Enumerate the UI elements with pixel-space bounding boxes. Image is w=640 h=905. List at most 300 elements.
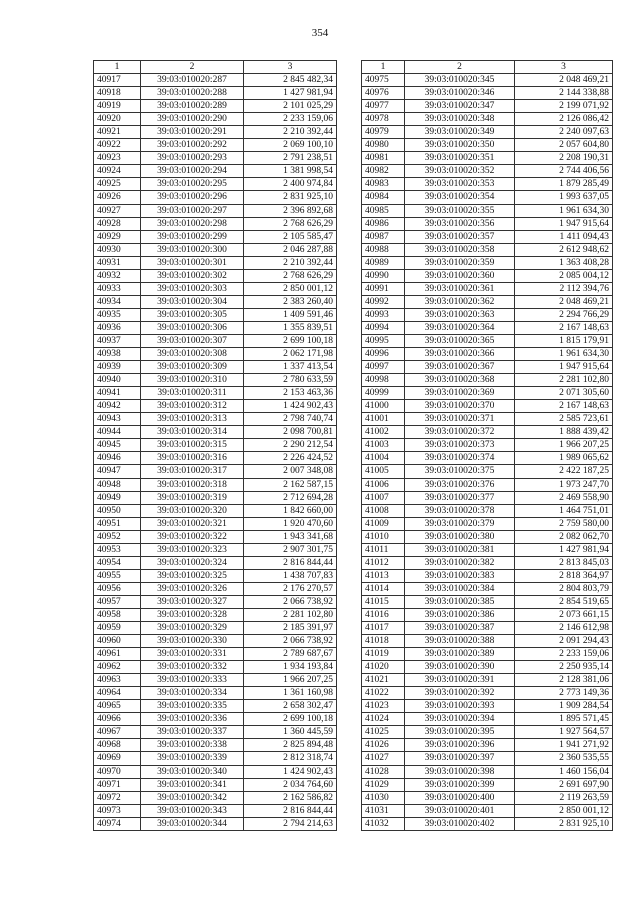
value-cell: 2 773 149,36 (515, 687, 613, 700)
cadastral-number-cell: 39:03:010020:314 (141, 426, 244, 439)
table-row (362, 517, 613, 530)
value-cell: 2 812 318,74 (244, 752, 337, 765)
value-cell: 1 947 915,64 (515, 217, 613, 230)
value-cell: 2 091 294,43 (515, 635, 613, 648)
cadastral-number-cell: 39:03:010020:331 (141, 648, 244, 661)
value-cell: 1 464 751,01 (515, 504, 613, 517)
cadastral-number-cell: 39:03:010020:303 (141, 282, 244, 295)
cadastral-number-cell: 39:03:010020:333 (141, 674, 244, 687)
value-cell: 2 831 925,10 (244, 191, 337, 204)
table-row (362, 113, 613, 126)
row-number-cell: 40961 (94, 648, 141, 661)
row-number-cell: 41004 (362, 452, 405, 465)
value-cell: 2 167 148,63 (515, 400, 613, 413)
value-cell: 2 167 148,63 (515, 321, 613, 334)
table-row (362, 778, 613, 791)
cadastral-number-cell: 39:03:010020:341 (141, 778, 244, 791)
value-cell: 2 699 100,18 (244, 334, 337, 347)
table-row (94, 622, 337, 635)
cadastral-number-cell: 39:03:010020:318 (141, 478, 244, 491)
cadastral-number-cell: 39:03:010020:402 (405, 817, 515, 830)
cadastral-number-cell: 39:03:010020:357 (405, 230, 515, 243)
cadastral-number-cell: 39:03:010020:334 (141, 687, 244, 700)
value-cell: 2 085 004,12 (515, 269, 613, 282)
table-row (94, 321, 337, 334)
row-number-cell: 40951 (94, 517, 141, 530)
value-cell: 1 842 660,00 (244, 504, 337, 517)
cadastral-number-cell: 39:03:010020:308 (141, 348, 244, 361)
cadastral-number-cell: 39:03:010020:373 (405, 439, 515, 452)
table-row (94, 635, 337, 648)
row-number-cell: 41002 (362, 426, 405, 439)
value-cell: 2 208 190,31 (515, 152, 613, 165)
value-cell: 2 469 558,90 (515, 491, 613, 504)
row-number-cell: 40958 (94, 608, 141, 621)
value-cell: 2 818 364,97 (515, 569, 613, 582)
cadastral-number-cell: 39:03:010020:294 (141, 165, 244, 178)
row-number-cell: 41017 (362, 622, 405, 635)
cadastral-number-cell: 39:03:010020:358 (405, 243, 515, 256)
value-cell: 2 098 700,81 (244, 426, 337, 439)
table-row (362, 543, 613, 556)
cadastral-number-cell: 39:03:010020:350 (405, 139, 515, 152)
page-number: 354 (311, 27, 329, 39)
row-number-cell: 41003 (362, 439, 405, 452)
value-cell: 2 813 845,03 (515, 556, 613, 569)
table-row (362, 752, 613, 765)
table-row (94, 556, 337, 569)
cadastral-number-cell: 39:03:010020:325 (141, 569, 244, 582)
value-cell: 1 961 634,30 (515, 348, 613, 361)
table-row (362, 556, 613, 569)
table-row (94, 74, 337, 87)
cadastral-number-cell: 39:03:010020:381 (405, 543, 515, 556)
value-cell: 2 850 001,12 (515, 804, 613, 817)
row-number-cell: 41019 (362, 648, 405, 661)
cadastral-number-cell: 39:03:010020:346 (405, 87, 515, 100)
table-row (362, 139, 613, 152)
cadastral-number-cell: 39:03:010020:368 (405, 374, 515, 387)
value-cell: 1 879 285,49 (515, 178, 613, 191)
row-number-cell: 41022 (362, 687, 405, 700)
row-number-cell: 40957 (94, 595, 141, 608)
column-header: 2 (405, 61, 515, 74)
cadastral-number-cell: 39:03:010020:319 (141, 491, 244, 504)
row-number-cell: 40980 (362, 139, 405, 152)
table-row (362, 739, 613, 752)
value-cell: 1 895 571,45 (515, 713, 613, 726)
table-row (94, 243, 337, 256)
row-number-cell: 41023 (362, 700, 405, 713)
table-row (362, 804, 613, 817)
table-row (362, 478, 613, 491)
value-cell: 1 941 271,92 (515, 739, 613, 752)
table-row (362, 374, 613, 387)
cadastral-number-cell: 39:03:010020:324 (141, 556, 244, 569)
cadastral-number-cell: 39:03:010020:377 (405, 491, 515, 504)
value-cell: 2 281 102,80 (515, 374, 613, 387)
cadastral-number-cell: 39:03:010020:363 (405, 308, 515, 321)
cadastral-number-cell: 39:03:010020:287 (141, 74, 244, 87)
row-number-cell: 40986 (362, 217, 405, 230)
row-number-cell: 40983 (362, 178, 405, 191)
value-cell: 1 920 470,60 (244, 517, 337, 530)
cadastral-number-cell: 39:03:010020:382 (405, 556, 515, 569)
value-cell: 1 973 247,70 (515, 478, 613, 491)
table-row (94, 452, 337, 465)
row-number-cell: 41030 (362, 791, 405, 804)
row-number-cell: 40984 (362, 191, 405, 204)
table-row (362, 569, 613, 582)
row-number-cell: 40982 (362, 165, 405, 178)
table-row (94, 100, 337, 113)
value-cell: 1 427 981,94 (515, 543, 613, 556)
row-number-cell: 40926 (94, 191, 141, 204)
table-row (94, 413, 337, 426)
value-cell: 2 126 086,42 (515, 113, 613, 126)
value-cell: 2 699 100,18 (244, 713, 337, 726)
table-row (362, 635, 613, 648)
table-row (94, 204, 337, 217)
value-cell: 1 815 179,91 (515, 334, 613, 347)
row-number-cell: 40972 (94, 791, 141, 804)
row-number-cell: 40933 (94, 282, 141, 295)
value-cell: 2 658 302,47 (244, 700, 337, 713)
table-row (362, 165, 613, 178)
table-row (94, 595, 337, 608)
table-row (362, 295, 613, 308)
table-row (94, 648, 337, 661)
cadastral-number-cell: 39:03:010020:338 (141, 739, 244, 752)
row-number-cell: 40950 (94, 504, 141, 517)
table-row (362, 87, 613, 100)
cadastral-number-cell: 39:03:010020:340 (141, 765, 244, 778)
table-row (94, 726, 337, 739)
value-cell: 1 460 156,04 (515, 765, 613, 778)
table-row (94, 217, 337, 230)
value-cell: 2 162 586,82 (244, 791, 337, 804)
cadastral-number-cell: 39:03:010020:327 (141, 595, 244, 608)
row-number-cell: 41018 (362, 635, 405, 648)
cadastral-number-cell: 39:03:010020:310 (141, 374, 244, 387)
table-row (362, 152, 613, 165)
value-cell: 2 854 519,65 (515, 595, 613, 608)
cadastral-number-cell: 39:03:010020:328 (141, 608, 244, 621)
value-cell: 1 355 839,51 (244, 321, 337, 334)
cadastral-number-cell: 39:03:010020:400 (405, 791, 515, 804)
value-cell: 2 845 482,34 (244, 74, 337, 87)
row-number-cell: 41016 (362, 608, 405, 621)
cadastral-number-cell: 39:03:010020:353 (405, 178, 515, 191)
table-row (94, 687, 337, 700)
table-row (94, 126, 337, 139)
row-number-cell: 40925 (94, 178, 141, 191)
row-number-cell: 41026 (362, 739, 405, 752)
table-row (94, 334, 337, 347)
value-cell: 2 290 212,54 (244, 439, 337, 452)
cadastral-number-cell: 39:03:010020:388 (405, 635, 515, 648)
table-row (362, 582, 613, 595)
value-cell: 1 363 408,28 (515, 256, 613, 269)
row-number-cell: 40945 (94, 439, 141, 452)
cadastral-number-cell: 39:03:010020:352 (405, 165, 515, 178)
table-row (94, 778, 337, 791)
cadastral-number-cell: 39:03:010020:355 (405, 204, 515, 217)
row-number-cell: 41020 (362, 661, 405, 674)
cadastral-number-cell: 39:03:010020:312 (141, 400, 244, 413)
cadastral-number-cell: 39:03:010020:389 (405, 648, 515, 661)
table-row (362, 256, 613, 269)
cadastral-number-cell: 39:03:010020:361 (405, 282, 515, 295)
table-row (362, 530, 613, 543)
cadastral-number-cell: 39:03:010020:323 (141, 543, 244, 556)
value-cell: 2 233 159,06 (244, 113, 337, 126)
value-cell: 1 966 207,25 (515, 439, 613, 452)
cadastral-number-cell: 39:03:010020:375 (405, 465, 515, 478)
table-row (362, 491, 613, 504)
table-header-row (362, 61, 613, 74)
row-number-cell: 40994 (362, 321, 405, 334)
table-row (94, 361, 337, 374)
table-row (362, 308, 613, 321)
row-number-cell: 40948 (94, 478, 141, 491)
row-number-cell: 40964 (94, 687, 141, 700)
cadastral-number-cell: 39:03:010020:298 (141, 217, 244, 230)
table-row (94, 465, 337, 478)
value-cell: 2 816 844,44 (244, 556, 337, 569)
value-cell: 1 934 193,84 (244, 661, 337, 674)
column-header: 1 (94, 61, 141, 74)
value-cell: 2 233 159,06 (515, 648, 613, 661)
value-cell: 2 073 661,15 (515, 608, 613, 621)
cadastral-number-cell: 39:03:010020:306 (141, 321, 244, 334)
value-cell: 2 850 001,12 (244, 282, 337, 295)
cadastral-number-cell: 39:03:010020:392 (405, 687, 515, 700)
row-number-cell: 41000 (362, 400, 405, 413)
cadastral-number-cell: 39:03:010020:307 (141, 334, 244, 347)
value-cell: 2 082 062,70 (515, 530, 613, 543)
table-header-row (94, 61, 337, 74)
row-number-cell: 40921 (94, 126, 141, 139)
cadastral-number-cell: 39:03:010020:332 (141, 661, 244, 674)
table-row (94, 817, 337, 830)
cadastral-number-cell: 39:03:010020:379 (405, 517, 515, 530)
row-number-cell: 40946 (94, 452, 141, 465)
value-cell: 2 585 723,61 (515, 413, 613, 426)
column-header: 2 (141, 61, 244, 74)
cadastral-number-cell: 39:03:010020:322 (141, 530, 244, 543)
row-number-cell: 41028 (362, 765, 405, 778)
row-number-cell: 40917 (94, 74, 141, 87)
value-cell: 2 119 263,59 (515, 791, 613, 804)
row-number-cell: 40989 (362, 256, 405, 269)
registry-table-left (93, 60, 337, 831)
cadastral-number-cell: 39:03:010020:394 (405, 713, 515, 726)
table-row (94, 713, 337, 726)
table-row (362, 217, 613, 230)
row-number-cell: 41010 (362, 530, 405, 543)
row-number-cell: 40949 (94, 491, 141, 504)
cadastral-number-cell: 39:03:010020:372 (405, 426, 515, 439)
cadastral-number-cell: 39:03:010020:311 (141, 387, 244, 400)
row-number-cell: 40918 (94, 87, 141, 100)
cadastral-number-cell: 39:03:010020:336 (141, 713, 244, 726)
table-row (94, 491, 337, 504)
row-number-cell: 40952 (94, 530, 141, 543)
row-number-cell: 40965 (94, 700, 141, 713)
row-number-cell: 40985 (362, 204, 405, 217)
table-row (94, 348, 337, 361)
table-row (362, 400, 613, 413)
value-cell: 2 744 406,56 (515, 165, 613, 178)
cadastral-number-cell: 39:03:010020:326 (141, 582, 244, 595)
table-row (94, 739, 337, 752)
cadastral-number-cell: 39:03:010020:288 (141, 87, 244, 100)
row-number-cell: 40991 (362, 282, 405, 295)
cadastral-number-cell: 39:03:010020:366 (405, 348, 515, 361)
row-number-cell: 40992 (362, 295, 405, 308)
row-number-cell: 41029 (362, 778, 405, 791)
cadastral-number-cell: 39:03:010020:374 (405, 452, 515, 465)
value-cell: 1 424 902,43 (244, 765, 337, 778)
value-cell: 1 943 341,68 (244, 530, 337, 543)
table-row (362, 269, 613, 282)
value-cell: 1 966 207,25 (244, 674, 337, 687)
row-number-cell: 40993 (362, 308, 405, 321)
cadastral-number-cell: 39:03:010020:343 (141, 804, 244, 817)
cadastral-number-cell: 39:03:010020:365 (405, 334, 515, 347)
row-number-cell: 40998 (362, 374, 405, 387)
value-cell: 1 909 284,54 (515, 700, 613, 713)
row-number-cell: 41014 (362, 582, 405, 595)
value-cell: 1 411 094,43 (515, 230, 613, 243)
cadastral-number-cell: 39:03:010020:397 (405, 752, 515, 765)
value-cell: 2 101 025,29 (244, 100, 337, 113)
table-row (362, 595, 613, 608)
table-row (94, 87, 337, 100)
cadastral-number-cell: 39:03:010020:297 (141, 204, 244, 217)
table-row (362, 321, 613, 334)
row-number-cell: 41011 (362, 543, 405, 556)
value-cell: 2 210 392,44 (244, 126, 337, 139)
cadastral-number-cell: 39:03:010020:317 (141, 465, 244, 478)
cadastral-number-cell: 39:03:010020:309 (141, 361, 244, 374)
table-row (94, 569, 337, 582)
table-row (94, 765, 337, 778)
row-number-cell: 40996 (362, 348, 405, 361)
value-cell: 2 250 935,14 (515, 661, 613, 674)
cadastral-number-cell: 39:03:010020:337 (141, 726, 244, 739)
row-number-cell: 40934 (94, 295, 141, 308)
value-cell: 1 427 981,94 (244, 87, 337, 100)
column-header: 3 (244, 61, 337, 74)
row-number-cell: 41024 (362, 713, 405, 726)
cadastral-number-cell: 39:03:010020:329 (141, 622, 244, 635)
row-number-cell: 41007 (362, 491, 405, 504)
column-header: 1 (362, 61, 405, 74)
row-number-cell: 40995 (362, 334, 405, 347)
row-number-cell: 40987 (362, 230, 405, 243)
row-number-cell: 40960 (94, 635, 141, 648)
value-cell: 2 400 974,84 (244, 178, 337, 191)
value-cell: 1 961 634,30 (515, 204, 613, 217)
value-cell: 2 199 071,92 (515, 100, 613, 113)
table-row (94, 308, 337, 321)
table-row (362, 622, 613, 635)
table-row (94, 256, 337, 269)
cadastral-number-cell: 39:03:010020:399 (405, 778, 515, 791)
value-cell: 2 144 338,88 (515, 87, 613, 100)
column-header: 3 (515, 61, 613, 74)
table-body-left (94, 74, 337, 831)
cadastral-number-cell: 39:03:010020:304 (141, 295, 244, 308)
table-row (362, 648, 613, 661)
cadastral-number-cell: 39:03:010020:387 (405, 622, 515, 635)
table-row (94, 517, 337, 530)
value-cell: 1 360 445,59 (244, 726, 337, 739)
table-row (94, 582, 337, 595)
table-row (362, 334, 613, 347)
table-row (94, 608, 337, 621)
cadastral-number-cell: 39:03:010020:345 (405, 74, 515, 87)
cadastral-number-cell: 39:03:010020:367 (405, 361, 515, 374)
cadastral-number-cell: 39:03:010020:376 (405, 478, 515, 491)
table-row (362, 791, 613, 804)
value-cell: 1 927 564,57 (515, 726, 613, 739)
value-cell: 2 831 925,10 (515, 817, 613, 830)
cadastral-number-cell: 39:03:010020:315 (141, 439, 244, 452)
table-row (94, 113, 337, 126)
value-cell: 2 066 738,92 (244, 595, 337, 608)
cadastral-number-cell: 39:03:010020:351 (405, 152, 515, 165)
row-number-cell: 40962 (94, 661, 141, 674)
value-cell: 1 947 915,64 (515, 361, 613, 374)
value-cell: 2 034 764,60 (244, 778, 337, 791)
cadastral-number-cell: 39:03:010020:378 (405, 504, 515, 517)
table-row (94, 374, 337, 387)
table-row (94, 230, 337, 243)
cadastral-number-cell: 39:03:010020:321 (141, 517, 244, 530)
value-cell: 2 176 270,57 (244, 582, 337, 595)
cadastral-number-cell: 39:03:010020:300 (141, 243, 244, 256)
value-cell: 2 907 301,75 (244, 543, 337, 556)
row-number-cell: 40969 (94, 752, 141, 765)
cadastral-number-cell: 39:03:010020:305 (141, 308, 244, 321)
row-number-cell: 40923 (94, 152, 141, 165)
table-row (362, 726, 613, 739)
row-number-cell: 40977 (362, 100, 405, 113)
table-row (362, 204, 613, 217)
cadastral-number-cell: 39:03:010020:290 (141, 113, 244, 126)
cadastral-number-cell: 39:03:010020:384 (405, 582, 515, 595)
value-cell: 2 240 097,63 (515, 126, 613, 139)
table-row (94, 791, 337, 804)
row-number-cell: 40944 (94, 426, 141, 439)
value-cell: 2 226 424,52 (244, 452, 337, 465)
value-cell: 1 993 637,05 (515, 191, 613, 204)
cadastral-number-cell: 39:03:010020:347 (405, 100, 515, 113)
value-cell: 1 438 707,83 (244, 569, 337, 582)
value-cell: 2 759 580,00 (515, 517, 613, 530)
cadastral-number-cell: 39:03:010020:296 (141, 191, 244, 204)
cadastral-number-cell: 39:03:010020:362 (405, 295, 515, 308)
table-row (362, 282, 613, 295)
registry-table-right (361, 60, 613, 831)
cadastral-number-cell: 39:03:010020:330 (141, 635, 244, 648)
value-cell: 2 396 892,68 (244, 204, 337, 217)
value-cell: 2 112 394,76 (515, 282, 613, 295)
row-number-cell: 41027 (362, 752, 405, 765)
